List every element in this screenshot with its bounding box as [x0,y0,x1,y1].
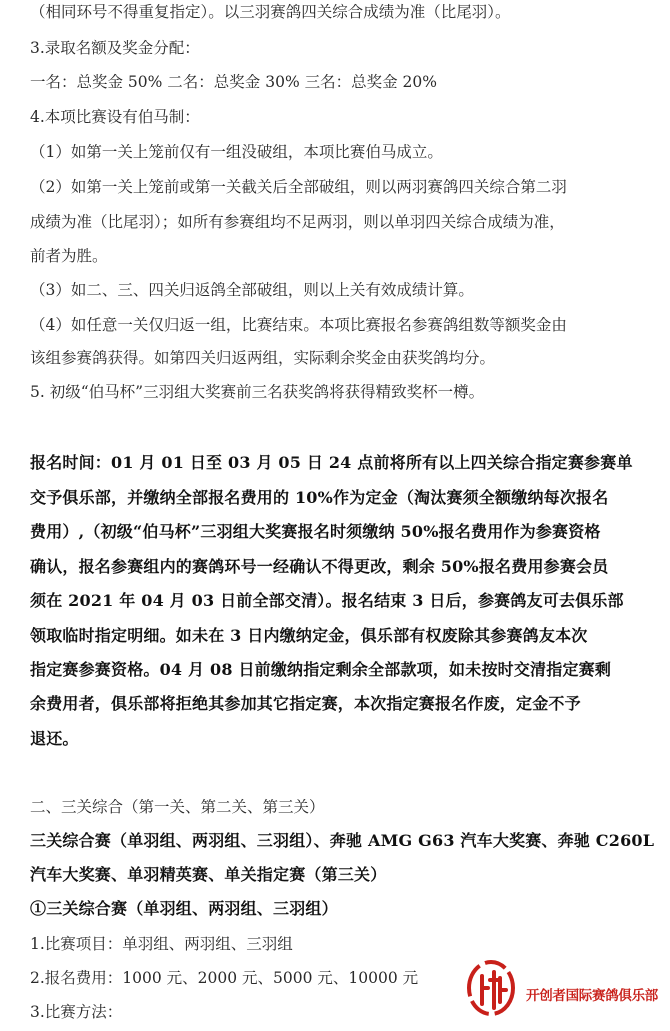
rules-line-6: （2）如第一关上笼前或第一关截关后全部破组，则以两羽赛鸽四关综合第二羽 [30,178,567,196]
section-item-3: 3.比赛方法： [30,1003,123,1021]
registration-line-7: 指定赛参赛资格。04 月 08 日前缴纳指定剩余全部款项，如未按时交清指定赛剩 [30,660,612,679]
registration-line-9: 退还。 [30,729,79,748]
rules-line-7: 成绩为准（比尾羽）；如所有参赛组均不足两羽，则以单羽四关综合成绩为准， [30,213,565,231]
section-two-line-2: 汽车大奖赛、单羽精英赛、单关指定赛（第三关） [30,865,387,884]
rules-line-1: （相同环号不得重复指定）。以三羽赛鸽四关综合成绩为准（比尾羽）。 [30,3,511,21]
club-watermark-logo [464,958,664,1024]
rules-line-8: 前者为胜。 [30,247,108,265]
registration-line-3: 费用）,（初级“伯马杯”三羽组大奖赛报名时须缴纳 50%报名费用作为参赛资格 [30,522,601,541]
rules-line-12: 5. 初级“伯马杯”三羽组大奖赛前三名获奖鸽将获得精致奖杯一樽。 [30,383,485,401]
rules-line-11: 该组参赛鸽获得。如第四关归返两组，实际剩余奖金由获奖鸽均分。 [30,349,496,367]
registration-line-1: 报名时间：01 月 01 日至 03 月 05 日 24 点前将所有以上四关综合指定赛参赛单 [30,453,633,472]
section-heading: 二、三关综合（第一关、第二关、第三关） [30,798,325,816]
registration-line-4: 确认，报名参赛组内的赛鸽环号一经确认不得更改，剩余 50%报名费用参赛会员 [30,557,609,576]
section-two-line-1: 三关综合赛（单羽组、两羽组、三羽组）、奔驰 AMG G63 汽车大奖赛、奔驰 C260L [30,831,655,850]
rules-line-9: （3）如二、三、四关归返鸽全部破组，则以上关有效成绩计算。 [30,281,474,299]
registration-line-6: 领取临时指定明细。如未在 3 日内缴纳定金，俱乐部有权废除其参赛鸽友本次 [30,626,588,645]
section-item-1: 1.比赛项目：单羽组、两羽组、三羽组 [30,935,293,953]
rules-line-5: （1）如第一关上笼前仅有一组没破组，本项比赛伯马成立。 [30,143,443,161]
seal-icon [464,958,518,1018]
section-item-2: 2.报名费用：1000 元、2000 元、5000 元、10000 元 [30,969,419,987]
club-name: 开创者国际赛鸽俱乐部 [526,988,658,1004]
registration-line-2: 交予俱乐部，并缴纳全部报名费用的 10%作为定金（淘汰赛须全额缴纳每次报名 [30,488,609,507]
prize-distribution-line: 一名：总奖金 50% 二名：总奖金 30% 三名：总奖金 20% [30,73,437,91]
registration-line-8: 余费用者，俱乐部将拒绝其参加其它指定赛，本次指定赛报名作废，定金不予 [30,694,581,713]
rules-line-10: （4）如任意一关仅归返一组，比赛结束。本项比赛报名参赛鸽组数等额奖金由 [30,316,567,334]
rules-line-4: 4.本项比赛设有伯马制： [30,108,200,126]
registration-line-5: 须在 2021 年 04 月 03 日前全部交清）。报名结束 3 日后，参赛鸽友可去俱乐部 [30,591,624,610]
section-subheading: ①三关综合赛（单羽组、两羽组、三羽组） [30,899,338,918]
rules-line-2: 3.录取名额及奖金分配： [30,39,200,57]
